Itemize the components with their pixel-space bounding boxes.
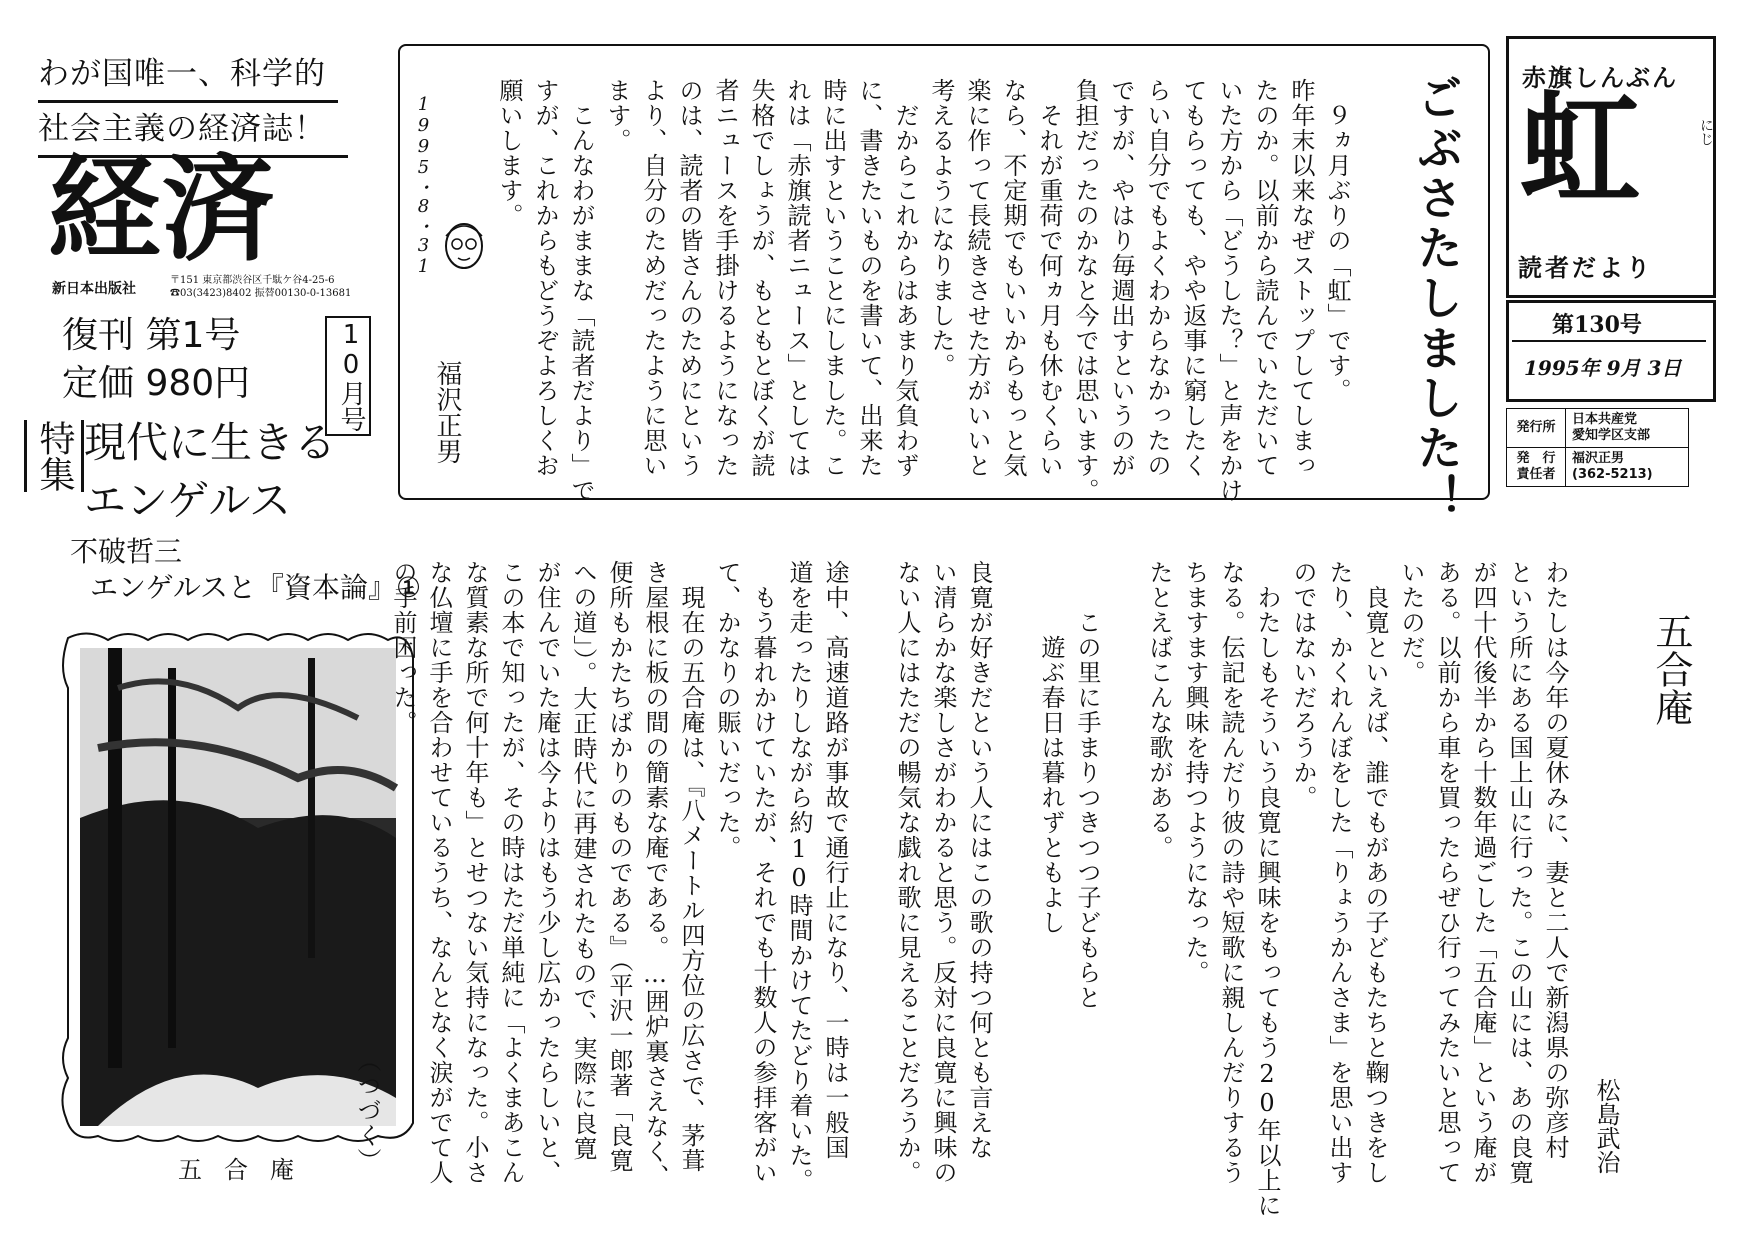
article-body: わたしは今年の夏休みに、妻と二人で新潟県の弥彦村 という所にある国上山に行った。この山には、あの良寛 が四十代後半から十数年過ごした「五合庵」という庵が ある。以前から車を買ったらぜひ行ってみたいと思って いたのだ。 良寛といえば、誰でもがあの子どもたちと鞠つきをし たり、かくれんぼをした「りょうかんさま」を思い出す のではないだろうか。 わたしもそういう良寛に興味をもってもう20年以上に なる。伝記を読んだり彼の詩や短歌に親しんだりするう ちますます興味を持つようになった。 たとえばこんな歌がある。 この里に手まりつきつつ子どもらと 遊ぶ春日は暮れずともよし 良寛が好きだという人にはこの歌の持つ何とも言えな い清らかな楽しさがわかると思う。反対に良寛に興味の ない人にはただの暢気な戯れ歌に見えることだろうか。 途中、高速道路が事故で通行止になり、一時は一般国 道を走ったりしながら約10時間かけてたどり着いた。 もう暮れかけていたが、それでも十数人の参拝客がい て、かなりの賑いだった。 現在の五合庵は、『八メートル四方位の広さで、茅葺 き屋根に板の間の簡素な庵である。…囲炉裏さえなく、 便所もかたちばかりのものである』（平沢一郎著「良寛 への道」）。大正時代に再建されたもので、実際に良寛 が住んでいた庵は今よりはもう少し広かったらしいと、 この本で知ったが、その時はただ単純に「よくまあこん な質素な所で何十年も」とせつない気持になった。小さ な仏壇に手を合わせているうち、なんとなく涙がでて人 の手前困った。 （つづく）	[353, 560, 1569, 1218]
author-face-icon	[432, 216, 496, 280]
editor-row	[1507, 448, 1689, 487]
masthead-title: 虹	[1520, 81, 1640, 220]
issue-date: 1995年 9月 3日	[1524, 356, 1682, 380]
ad-slogan-line2: 社会主義の経済誌！	[38, 103, 348, 158]
editor-label-1: 発 行	[1516, 451, 1556, 466]
ad-reprint: 復刊 第1号	[62, 315, 241, 356]
ad-slogan	[38, 48, 358, 158]
ad-month-box: 10月号	[325, 316, 371, 436]
masthead-top: 赤旗しんぶん	[1522, 63, 1678, 92]
ad-feature-author: 不破哲三	[70, 535, 183, 568]
article-author: 松島武治	[1592, 1078, 1620, 1174]
ad-slogan-line1: わが国唯一、科学的	[38, 48, 338, 103]
ad-feature-title-1: 現代に生きる	[84, 418, 337, 467]
publisher-table	[1506, 408, 1689, 487]
issue-divider	[1512, 340, 1706, 342]
ad-feature-tag: 特集	[24, 420, 84, 492]
editor-value-2: (362-5213)	[1572, 467, 1653, 482]
editor-label	[1507, 448, 1566, 487]
publisher-value-1: 日本共産党	[1572, 412, 1638, 427]
ad-feature-title-2: エンゲルス	[84, 476, 292, 525]
editor-value	[1566, 448, 1689, 487]
ad-feature-subtitle: エンゲルスと『資本論』①	[90, 571, 422, 604]
publisher-address: 〒151 東京都渋谷区千駄ケ谷4-25-6 ☎03(3423)8402 振替00130-0-13681	[170, 275, 352, 299]
apology-author: 福沢正男	[432, 360, 462, 464]
publisher-value	[1566, 409, 1689, 448]
publisher-value-2: 愛知学区支部	[1572, 428, 1651, 443]
masthead-furigana: にじ	[1698, 118, 1714, 146]
issue-number: 第130号	[1552, 312, 1642, 338]
apology-date: 1995・8・31	[413, 94, 434, 277]
masthead-bottom: 読者だより	[1518, 253, 1653, 282]
apology-title: ごぶさたしました！	[1410, 74, 1464, 524]
publisher-name: 新日本出版社	[52, 281, 136, 297]
magazine-title: 経済	[48, 145, 276, 275]
publisher-label: 発行所	[1507, 409, 1566, 448]
editor-value-1: 福沢正男	[1572, 451, 1625, 466]
editor-label-2: 責任者	[1516, 467, 1556, 482]
ad-reprint-info	[62, 312, 250, 408]
article-title: 五合庵	[1649, 612, 1693, 726]
publisher-row	[1507, 409, 1689, 448]
apology-body: ９ヵ月ぶりの「虹」です。 昨年末以来なぜストップしてしまっ たのか。以前から読んでいただいて いた方から「どうした？」と声をかけ てもらっても、やや返事に窮したく らい自分でもよくわからなかったの ですが、やはり毎週出すというのが 負担だったのかなと今では思います。 それが重荷で何ヵ月も休むくらい なら、不定期でもいいからもっと気 楽に作って長続きさせた方がいいと 考えるようになりました。 だからこれからはあまり気負わず に、書きたいものを書いて、出来た 時に出すということにしました。こ れは「赤旗読者ニュース」としては 失格でしょうが、もともとぼくが読 者ニュースを手掛けるようになった のは、読者の皆さんのためにという より、自分のためだったように思い ます。 こんなわがままな「読者だより」で すが、これからもどうぞよろしくお 願いします。	[495, 78, 1351, 503]
ad-feature-title	[84, 414, 336, 530]
ad-price: 定価 980円	[62, 363, 251, 404]
photo-caption: 五合庵	[178, 1156, 316, 1184]
